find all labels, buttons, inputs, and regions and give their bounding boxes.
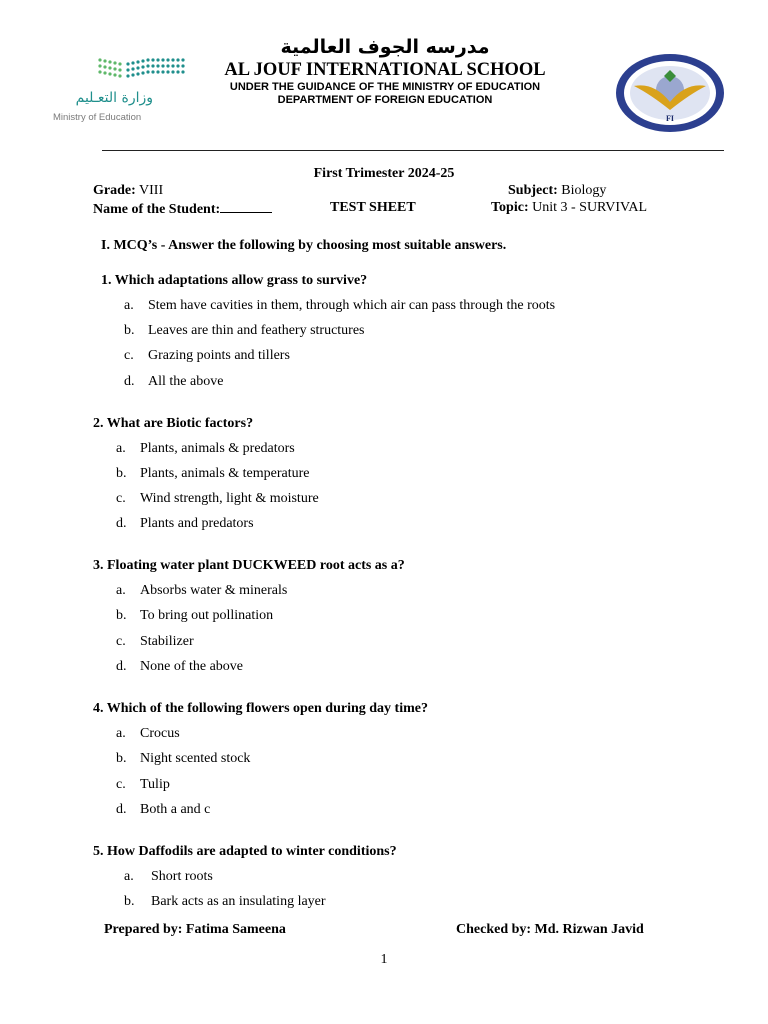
guidance-line: UNDER THE GUIDANCE OF THE MINISTRY OF EDUCATION [229,81,541,93]
option-letter: a. [116,583,126,598]
option-letter: a. [116,726,126,741]
option-text: Grazing points and tillers [148,348,290,363]
department-line: DEPARTMENT OF FOREIGN EDUCATION [277,94,493,106]
option-letter: c. [116,777,126,792]
student-name-blank[interactable] [220,200,272,213]
option-letter: d. [116,516,127,531]
grade-value: VIII [139,183,164,198]
option-text: None of the above [140,659,244,674]
option-letter: d. [124,374,135,389]
question-1-option-d [124,374,223,390]
option-text: To bring out pollination [140,608,274,623]
option-text: Absorbs water & minerals [140,583,288,598]
option-text: Bark acts as an insulating layer [151,894,326,909]
option-letter: d. [116,802,127,817]
option-letter: d. [116,659,127,674]
header-divider [102,150,724,151]
question-2-option-d [116,516,254,532]
student-name-field [93,200,272,218]
grade-label: Grade: [93,183,136,198]
question-2: 2. What are Biotic factors? [93,416,254,431]
student-name-label: Name of the Student: [93,202,221,217]
question-4-option-b [116,751,250,767]
question-5-option-b [124,894,326,910]
subject-label: Subject: [508,183,558,198]
option-letter: b. [124,323,135,338]
question-1: 1. Which adaptations allow grass to survive? [101,273,368,288]
option-text: All the above [148,374,224,389]
question-4-option-a [116,726,180,742]
subject-value: Biology [561,183,607,198]
question-3-option-b [116,608,273,624]
section-heading: I. MCQ’s - Answer the following by choosing most suitable answers. [101,238,507,253]
trimester-title: First Trimester 2024-25 [313,166,455,181]
question-5-option-a [124,869,213,885]
question-4: 4. Which of the following flowers open during day time? [93,701,428,716]
question-2-option-b [116,466,310,482]
ministry-of-education-logo [48,52,188,132]
option-letter: c. [116,634,126,649]
question-1-option-b [124,323,365,339]
ministry-logo-english: Ministry of Education [53,112,142,123]
question-2-option-a [116,441,295,457]
page-number: 1 [380,952,388,967]
option-letter: c. [124,348,134,363]
topic-value: Unit 3 - SURVIVAL [532,200,648,215]
option-text: Plants, animals & predators [140,441,295,456]
option-text: Leaves are thin and feathery structures [148,323,365,338]
question-5: 5. How Daffodils are adapted to winter conditions? [93,844,397,859]
option-text: Night scented stock [140,751,251,766]
option-letter: a. [116,441,126,456]
option-letter: a. [124,869,134,884]
subject-field [508,183,606,199]
option-text: Stabilizer [140,634,194,649]
question-4-option-c [116,777,170,793]
ministry-dots-icon [48,52,188,92]
question-3: 3. Floating water plant DUCKWEED root acts as a? [93,558,405,573]
option-letter: b. [116,751,127,766]
checked-by: Checked by: Md. Rizwan Javid [456,922,644,937]
question-4-option-d [116,802,210,818]
question-1-option-c [124,348,290,364]
option-text: Plants and predators [140,516,254,531]
question-1-option-a [124,298,555,314]
option-text: Crocus [140,726,180,741]
question-3-option-a [116,583,287,599]
grade-field [93,183,163,199]
ministry-logo-arabic: وزارة التعـليم [75,90,153,106]
option-letter: a. [124,298,134,313]
option-text: Wind strength, light & moisture [140,491,319,506]
prepared-by: Prepared by: Fatima Sameena [104,922,286,937]
option-letter: b. [124,894,135,909]
option-letter: b. [116,466,127,481]
school-emblem-icon [614,52,726,134]
school-name-arabic: مدرسه الجوف العالمية [280,36,490,58]
test-sheet-label: TEST SHEET [330,200,416,215]
option-letter: b. [116,608,127,623]
topic-label: Topic: [491,200,529,215]
question-3-option-d [116,659,243,675]
option-letter: c. [116,491,126,506]
option-text: Tulip [140,777,170,792]
option-text: Stem have cavities in them, through which air can pass through the roots [148,298,556,313]
school-emblem [614,52,726,134]
option-text: Plants, animals & temperature [140,466,310,481]
school-name: AL JOUF INTERNATIONAL SCHOOL [224,60,546,80]
question-2-option-c [116,491,319,507]
topic-field [491,200,647,216]
option-text: Short roots [151,869,213,884]
emblem-initials: FI [666,114,674,123]
option-text: Both a and c [140,802,211,817]
question-3-option-c [116,634,194,650]
